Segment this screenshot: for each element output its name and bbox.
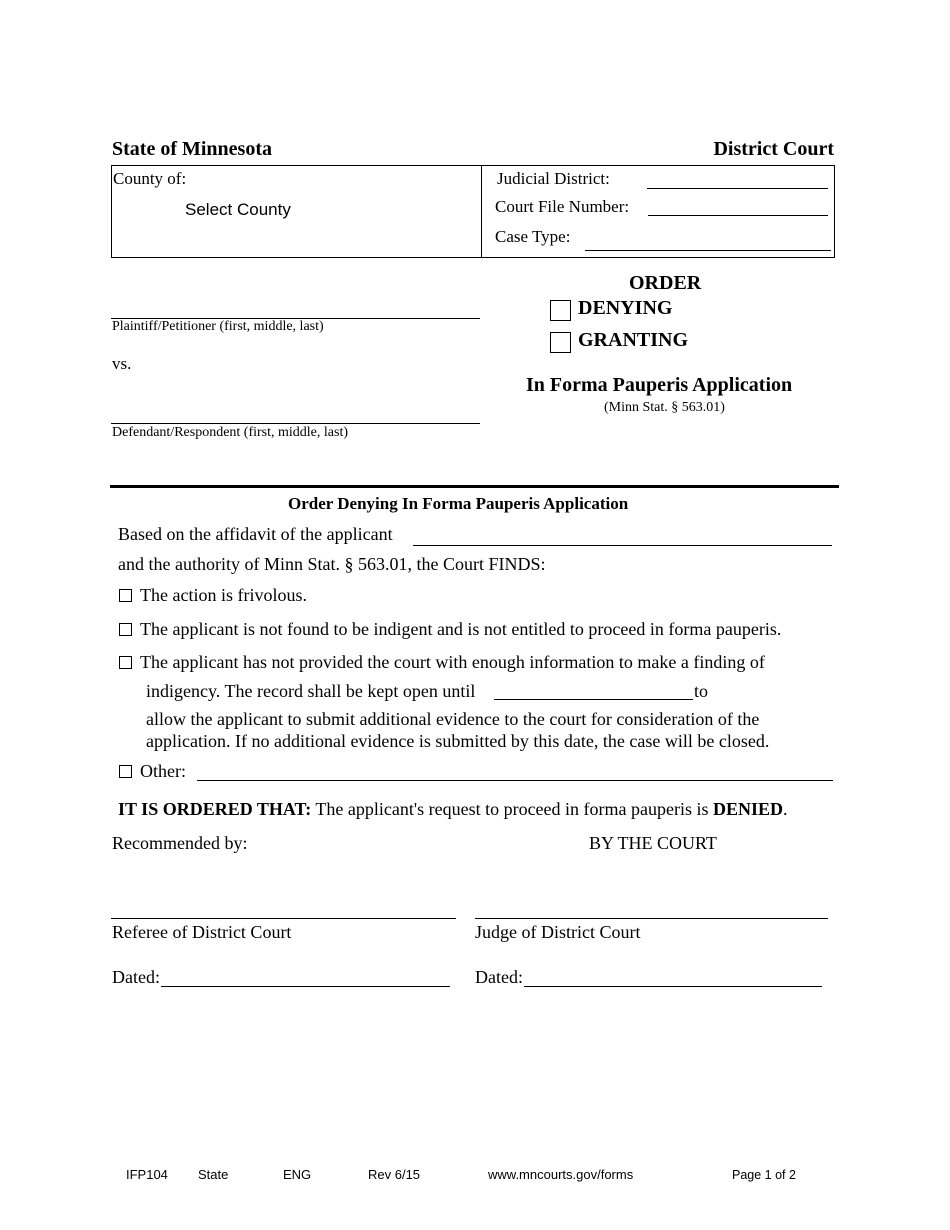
denying-checkbox[interactable] [550, 300, 571, 321]
county-select[interactable]: Select County [185, 200, 291, 219]
insufficient-info-line1: The applicant has not provided the court with enough information to make a finding of [140, 652, 765, 672]
recommended-by-label: Recommended by: [112, 833, 248, 853]
ordered-prefix: IT IS ORDERED THAT: [118, 799, 312, 819]
case-type-field[interactable] [585, 250, 831, 251]
referee-dated-label: Dated: [112, 967, 160, 987]
insufficient-info-line4: application. If no additional evidence is submitted by this date, the case will be closed. [146, 731, 770, 751]
insufficient-info-line2: indigency. The record shall be kept open until [146, 681, 476, 701]
referee-dated-field[interactable] [161, 986, 450, 987]
not-indigent-text: The applicant is not found to be indigent and is not entitled to proceed in forma pauperis. [140, 619, 782, 639]
caption-divider [481, 166, 482, 257]
footer-form-id: IFP104 [126, 1167, 168, 1182]
ordered-result: DENIED [713, 799, 784, 819]
frivolous-text: The action is frivolous. [140, 585, 307, 605]
granting-label: GRANTING [578, 329, 689, 351]
section-divider [110, 485, 839, 488]
other-checkbox[interactable] [119, 765, 132, 778]
defendant-label: Defendant/Respondent (first, middle, last) [112, 425, 348, 440]
footer-page-number: Page 1 of 2 [732, 1168, 796, 1182]
affidavit-text: Based on the affidavit of the applicant [118, 524, 393, 544]
denying-label: DENYING [578, 297, 673, 319]
court-title: District Court [713, 138, 834, 160]
county-label: County of: [113, 169, 187, 188]
judge-label: Judge of District Court [475, 922, 641, 942]
record-open-until-field[interactable] [494, 699, 693, 700]
judge-dated-field[interactable] [524, 986, 822, 987]
judge-dated-label: Dated: [475, 967, 523, 987]
statute-citation: (Minn Stat. § 563.01) [604, 400, 725, 415]
other-field[interactable] [197, 780, 833, 781]
footer-url[interactable]: www.mncourts.gov/forms [488, 1167, 634, 1182]
judicial-district-field[interactable] [647, 188, 828, 189]
application-title: In Forma Pauperis Application [526, 374, 793, 396]
granting-checkbox[interactable] [550, 332, 571, 353]
not-indigent-checkbox[interactable] [119, 623, 132, 636]
insufficient-info-to: to [694, 681, 709, 701]
insufficient-info-checkbox[interactable] [119, 656, 132, 669]
referee-label: Referee of District Court [112, 922, 292, 942]
plaintiff-label: Plaintiff/Petitioner (first, middle, last) [112, 319, 324, 334]
case-type-label: Case Type: [495, 227, 571, 246]
referee-signature-line[interactable] [111, 918, 456, 919]
by-the-court-label: BY THE COURT [589, 833, 717, 853]
order-statement [118, 799, 788, 820]
footer-language: ENG [283, 1167, 312, 1182]
applicant-name-field[interactable] [413, 545, 832, 546]
authority-text: and the authority of Minn Stat. § 563.01, the Court FINDS: [118, 554, 546, 574]
judicial-district-label: Judicial District: [497, 169, 610, 188]
other-label: Other: [140, 761, 186, 781]
ordered-period: . [783, 799, 788, 819]
insufficient-info-line3: allow the applicant to submit additional evidence to the court for consideration of the [146, 709, 760, 729]
court-file-number-field[interactable] [648, 215, 828, 216]
ordered-text: The applicant's request to proceed in forma pauperis is [311, 799, 714, 819]
state-title: State of Minnesota [112, 138, 272, 160]
footer-revision: Rev 6/15 [368, 1167, 421, 1182]
section-heading: Order Denying In Forma Pauperis Application [288, 494, 629, 513]
judge-signature-line[interactable] [475, 918, 828, 919]
footer-scope: State [198, 1167, 229, 1182]
order-heading: ORDER [629, 272, 702, 294]
vs-label: vs. [112, 354, 132, 373]
frivolous-checkbox[interactable] [119, 589, 132, 602]
defendant-field[interactable] [111, 423, 480, 424]
court-file-number-label: Court File Number: [495, 197, 630, 216]
